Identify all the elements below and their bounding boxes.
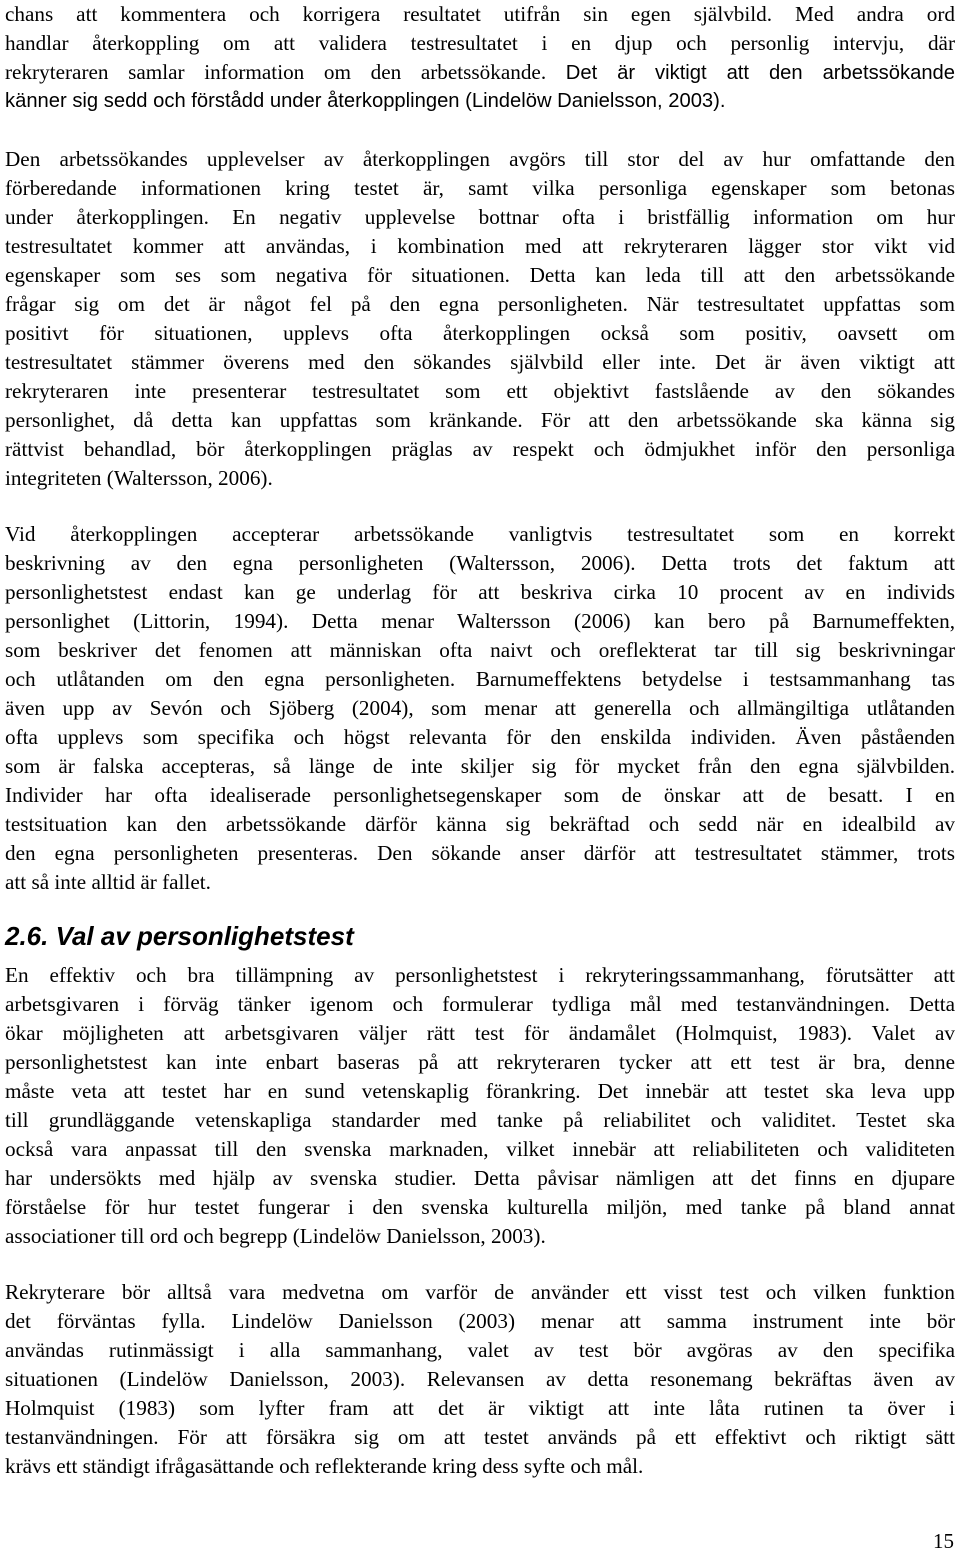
text-line: rekryteraren inte presenterar testresultatet som ett objektivt fastslående av den sökandes [5,379,955,403]
text-line: som beskriver det fenomen att människan ofta naivt och oreflekterat tar till sig beskrivningar [5,638,955,662]
text-line: Individer har ofta idealiserade personlighetsegenskaper som de önskar att de besatt. I en [5,783,955,807]
text-line: till grundläggande vetenskapliga standarder med tanke på reliabilitet och validitet. Testet ska [5,1108,955,1132]
text-line: Vid återkopplingen accepterar arbetssökande vanligtvis testresultatet som en korrekt [5,522,955,546]
text-line: testsituation kan den arbetssökande därför känna sig bekräftad och sedd när en idealbild av [5,812,955,836]
text-line: testresultatet kommer att användas, i kombination med att rekryteraren lägger stor vikt vid [5,234,955,258]
text-span: Detta kan leda till att den arbetssökande [529,263,955,287]
text-line: Rekryterare bör alltså vara medvetna om varför de använder ett visst test och vilken funktion [5,1280,955,1304]
text-line [5,290,955,319]
text-line: krävs ett ständigt ifrågasättande och reflekterande kring dess syfte och mål. [5,1454,644,1478]
text-line: personlighet (Littorin, 1994). Detta menar Waltersson (2006) kan bero på Barnumeffekten, [5,609,955,633]
text-line: känner sig sedd och förstådd under återkopplingen (Lindelöw Danielsson, 2003). [5,90,726,112]
text-span: under återkopplingen. [5,205,209,229]
text-line: Holmquist (1983) som lyfter fram att det är viktigt att inte låta rutinen ta över i [5,1396,955,1420]
text-line: associationer till ord och begrepp (Lindelöw Danielsson, 2003). [5,1224,546,1248]
text-span: När testresultatet uppfattas som [646,292,956,316]
text-line: testanvändningen. För att försäkra sig om att testet används på ett effektivt och riktigt sätt [5,1425,955,1449]
text-line: förberedande informationen kring testet är, samt vilka personliga egenskaper som betonas [5,176,955,200]
text-line: ofta upplevs som specifika och högst relevanta för den enskilda individen. Även påståenden [5,725,955,749]
page-number: 15 [933,1529,954,1553]
text-line: den egna personligheten presenteras. Den sökande anser därför att testresultatet stämmer, trots [5,841,955,865]
text-line: En effektiv och bra tillämpning av personlighetstest i rekryteringssammanhang, förutsätter att [5,963,955,987]
text-line: har undersökts med hjälp av svenska studier. Detta påvisar nämligen att det finns en djupare [5,1166,955,1190]
text-line: även upp av Sevón och Sjöberg (2004), som menar att generella och allmängiltiga utlåtanden [5,696,955,720]
text-span: rekryteraren samlar information om den arbetssökande. [5,60,547,84]
text-span: frågar sig om det är något fel på den egna personligheten. [5,292,628,316]
text-line: och utlåtanden om den egna personligheten. Barnumeffektens betydelse i testsammanhang tas [5,667,955,691]
text-line: arbetsgivaren i förväg tänker igenom och formulerar tydliga mål med testanvändningen. Detta [5,992,955,1016]
text-line: situationen (Lindelöw Danielsson, 2003). Relevansen av detta resonemang bekräftas även av [5,1367,955,1391]
text-line [5,261,955,290]
text-line: som är falska accepteras, så länge de inte skiljer sig för mycket från den egna självbilden. [5,754,955,778]
text-line: personlighetstest kan inte enbart baseras på att rekryteraren tycker att ett test är bra, denne [5,1050,955,1074]
text-span: egenskaper som ses som negativa för situationen. [5,263,510,287]
text-line: personlighetstest endast kan ge underlag för att beskriva cirka 10 procent av en individs [5,580,955,604]
text-line: rättvist behandlad, bör återkopplingen präglas av respekt och ödmjukhet inför den personliga [5,437,955,461]
text-line: förståelse för hur testet fungerar i den svenska kulturella miljön, med tanke på bland annat [5,1195,955,1219]
text-line: testresultatet stämmer överens med den sökandes självbild eller inte. Det är även viktigt att [5,350,955,374]
text-line: det förväntas fylla. Lindelöw Danielsson (2003) menar att samma instrument inte bör [5,1309,955,1333]
text-span: En negativ upplevelse bottnar ofta i bristfällig information om hur [232,205,956,229]
text-line: användas rutinmässigt i alla sammanhang, valet av test bör avgöras av den specifika [5,1338,955,1362]
text-span: Det är viktigt att den arbetssökande [565,62,956,84]
text-line: positivt för situationen, upplevs ofta återkopplingen också som positiv, oavsett om [5,321,955,345]
text-line: integriteten (Waltersson, 2006). [5,466,273,490]
section-heading: 2.6. Val av personlighetstest [5,921,354,951]
text-line [5,58,955,88]
text-line [5,203,955,232]
text-line: handlar återkoppling om att validera testresultatet i en djup och personlig intervju, där [5,31,955,55]
text-line: Den arbetssökandes upplevelser av återkopplingen avgörs till stor del av hur omfattande den [5,147,955,171]
text-line: ökar möjligheten att arbetsgivaren väljer rätt test för ändamålet (Holmquist, 1983). Valet av [5,1021,955,1045]
text-line: chans att kommentera och korrigera resultatet utifrån sin egen självbild. Med andra ord [5,2,955,26]
text-line: att så inte alltid är fallet. [5,870,211,894]
text-line: personlighet, då detta kan uppfattas som kränkande. För att den arbetssökande ska känna sig [5,408,955,432]
text-line: måste veta att testet har en sund vetenskaplig förankring. Det innebär att testet ska leva upp [5,1079,955,1103]
text-line: beskrivning av den egna personligheten (Waltersson, 2006). Detta trots det faktum att [5,551,955,575]
text-line: också vara anpassat till den svenska marknaden, vilket innebär att reliabiliteten och validiteten [5,1137,955,1161]
